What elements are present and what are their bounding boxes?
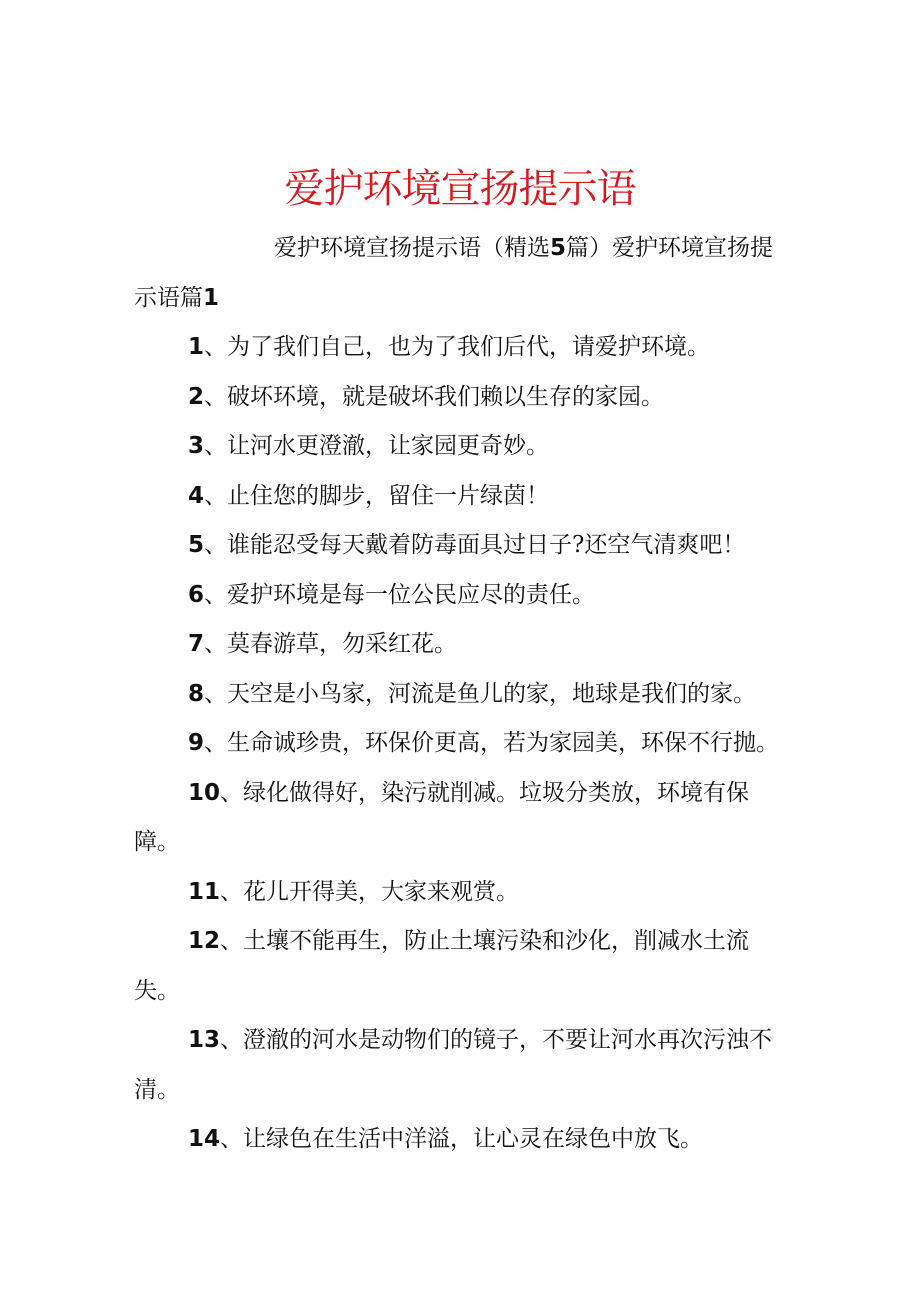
item-number: 8 xyxy=(188,680,205,707)
list-item xyxy=(134,472,789,522)
item-text: 、花儿开得美，大家来观赏。 xyxy=(220,878,520,905)
item-number: 7 xyxy=(188,631,205,657)
item-text: 、天空是小鸟家，河流是鱼儿的家，地球是我们的家。 xyxy=(204,680,757,707)
item-number: 4 xyxy=(188,482,205,509)
item-text: 、让绿色在生活中洋溢，让心灵在绿色中放飞。 xyxy=(220,1126,704,1152)
item-number: 6 xyxy=(188,581,205,608)
intro-count: 5 xyxy=(550,235,567,261)
list-item xyxy=(134,917,789,1016)
intro-text-a: 爱护环境宣扬提示语（精选 xyxy=(274,235,550,261)
list-item xyxy=(134,620,789,670)
item-text: 、让河水更澄澈，让家园更奇妙。 xyxy=(204,433,550,459)
item-number: 1 xyxy=(188,334,205,360)
item-text: 、止住您的脚步，留住一片绿茵！ xyxy=(204,482,550,509)
item-text: 、为了我们自己，也为了我们后代，请爱护环境。 xyxy=(204,334,711,360)
item-number: 5 xyxy=(188,532,205,558)
item-number: 13 xyxy=(188,1027,221,1053)
item-text: 、谁能忍受每天戴着防毒面具过日子?还空气清爽吧！ xyxy=(204,532,746,558)
intro-paragraph xyxy=(134,224,789,323)
list-item xyxy=(134,868,789,918)
item-text: 、绿化做得好，染污就削减。垃圾分类放，环境有保障。 xyxy=(134,779,750,855)
item-number: 3 xyxy=(188,433,205,459)
item-text: 、爱护环境是每一位公民应尽的责任。 xyxy=(204,581,596,608)
item-text: 、生命诚珍贵，环保价更高，若为家园美，环保不行抛。 xyxy=(204,730,780,756)
list-item xyxy=(134,323,789,373)
list-item xyxy=(134,422,789,472)
list-item xyxy=(134,571,789,621)
item-number: 2 xyxy=(188,383,205,410)
intro-text-b: 篇）爱护环境宣扬提示语篇 xyxy=(134,235,774,311)
item-text: 、澄澈的河水是动物们的镜子，不要让河水再次污浊不清。 xyxy=(134,1027,773,1103)
list-item xyxy=(134,1115,789,1165)
document-title: 爱护环境宣扬提示语 xyxy=(284,166,636,212)
list-item xyxy=(134,670,789,720)
item-number: 12 xyxy=(188,928,221,954)
item-number: 11 xyxy=(188,878,221,905)
list-item xyxy=(134,373,789,423)
list-item xyxy=(134,1016,789,1115)
document-body xyxy=(134,224,789,1165)
list-item xyxy=(134,719,789,769)
item-number: 14 xyxy=(188,1126,221,1152)
list-item xyxy=(134,769,789,868)
item-text: 、土壤不能再生，防止土壤污染和沙化，削减水土流失。 xyxy=(134,928,750,1004)
list-item xyxy=(134,521,789,571)
item-number: 9 xyxy=(188,730,205,756)
intro-section-number: 1 xyxy=(203,284,220,311)
item-text: 、破坏环境，就是破坏我们赖以生存的家园。 xyxy=(204,383,665,410)
item-number: 10 xyxy=(188,779,221,806)
item-text: 、莫春游草，勿采红花。 xyxy=(204,631,458,657)
